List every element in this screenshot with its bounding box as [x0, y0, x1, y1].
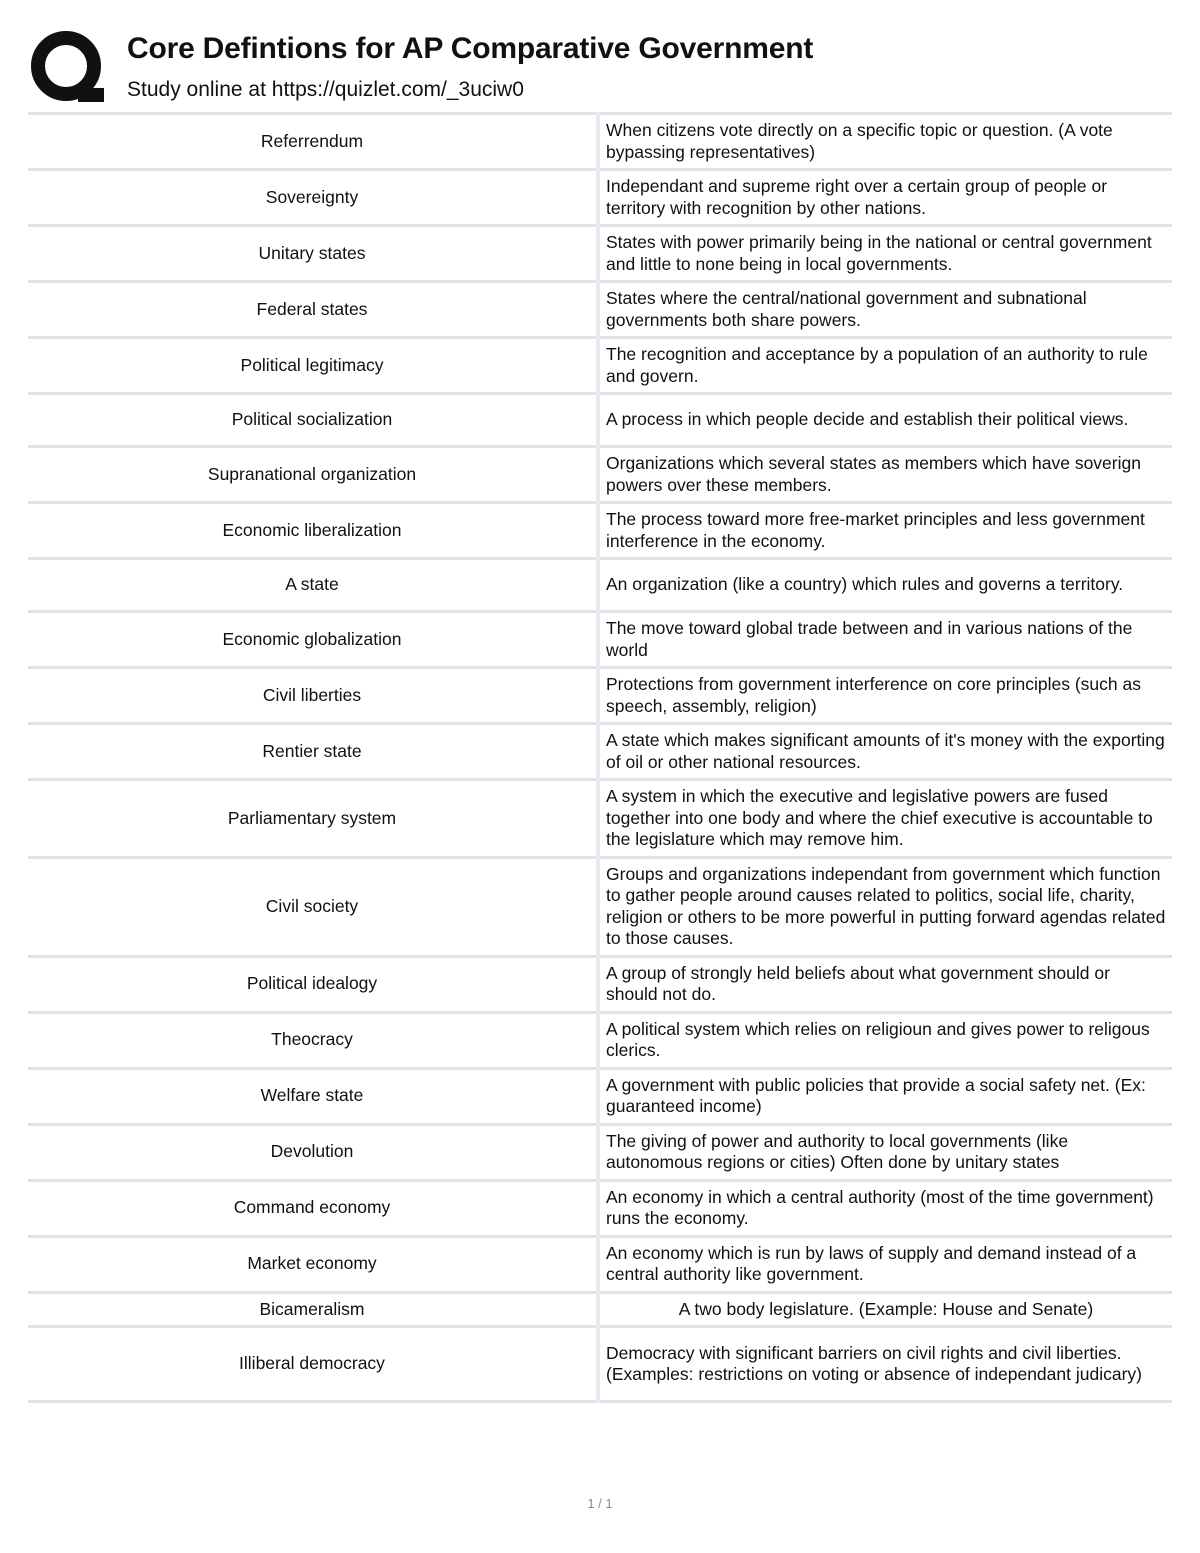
definition-cell: Protections from government interference on core principles (such as speech, assembly, religion)	[598, 668, 1172, 724]
definition-cell: When citizens vote directly on a specific topic or question. (A vote bypassing representatives)	[598, 114, 1172, 170]
term-cell: Devolution	[28, 1124, 598, 1180]
term-cell: Political idealogy	[28, 956, 598, 1012]
page-header	[0, 0, 1200, 112]
definition-cell: Independant and supreme right over a certain group of people or territory with recognition by other nations.	[598, 170, 1172, 226]
table-row	[28, 1180, 1172, 1236]
table-row	[28, 780, 1172, 858]
definition-cell: A system in which the executive and legislative powers are fused together into one body and where the chief executive is accountable to the legislature which may remove him.	[598, 780, 1172, 858]
term-cell: Welfare state	[28, 1068, 598, 1124]
definition-cell: States where the central/national government and subnational governments both share powers.	[598, 282, 1172, 338]
term-cell: Rentier state	[28, 724, 598, 780]
term-cell: Parliamentary system	[28, 780, 598, 858]
term-cell: Sovereignty	[28, 170, 598, 226]
term-cell: Referrendum	[28, 114, 598, 170]
term-cell: Market economy	[28, 1236, 598, 1292]
table-row	[28, 226, 1172, 282]
definition-cell: A government with public policies that provide a social safety net. (Ex: guaranteed income)	[598, 1068, 1172, 1124]
quizlet-logo-icon	[30, 30, 106, 106]
table-row	[28, 1292, 1172, 1327]
table-row	[28, 338, 1172, 394]
definition-cell: A group of strongly held beliefs about what government should or should not do.	[598, 956, 1172, 1012]
table-row	[28, 1012, 1172, 1068]
table-row	[28, 857, 1172, 956]
table-row	[28, 612, 1172, 668]
term-cell: Civil liberties	[28, 668, 598, 724]
table-row	[28, 1124, 1172, 1180]
term-cell: Economic liberalization	[28, 503, 598, 559]
definition-cell: A process in which people decide and establish their political views.	[598, 394, 1172, 447]
term-cell: Supranational organization	[28, 447, 598, 503]
table-row	[28, 724, 1172, 780]
definition-cell: The process toward more free-market principles and less government interference in the economy.	[598, 503, 1172, 559]
table-row	[28, 668, 1172, 724]
definition-cell: The move toward global trade between and in various nations of the world	[598, 612, 1172, 668]
definition-cell: The recognition and acceptance by a population of an authority to rule and govern.	[598, 338, 1172, 394]
definition-cell: An organization (like a country) which rules and governs a territory.	[598, 559, 1172, 612]
term-cell: Theocracy	[28, 1012, 598, 1068]
table-row	[28, 282, 1172, 338]
term-cell: A state	[28, 559, 598, 612]
terms-table	[28, 112, 1172, 1403]
term-cell: Illiberal democracy	[28, 1327, 598, 1402]
definition-cell: The giving of power and authority to local governments (like autonomous regions or cities) Often done by unitary states	[598, 1124, 1172, 1180]
definition-cell: Organizations which several states as members which have soverign powers over these members.	[598, 447, 1172, 503]
page-title: Core Defintions for AP Comparative Government	[127, 32, 814, 65]
page-indicator: 1 / 1	[587, 1496, 613, 1511]
term-cell: Bicameralism	[28, 1292, 598, 1327]
definition-cell: Groups and organizations independant from government which function to gather people around causes related to politics, social life, charity, religion or others to be more powerful in putting forward agendas related to those causes.	[598, 857, 1172, 956]
definition-cell: States with power primarily being in the national or central government and little to none being in local governments.	[598, 226, 1172, 282]
table-row	[28, 1068, 1172, 1124]
definition-cell: An economy in which a central authority (most of the time government) runs the economy.	[598, 1180, 1172, 1236]
term-cell: Political legitimacy	[28, 338, 598, 394]
table-row	[28, 956, 1172, 1012]
definition-cell: Democracy with significant barriers on civil rights and civil liberties. (Examples: restrictions on voting or absence of independant judicary)	[598, 1327, 1172, 1402]
table-row	[28, 1236, 1172, 1292]
term-cell: Command economy	[28, 1180, 598, 1236]
definition-cell: An economy which is run by laws of supply and demand instead of a central authority like government.	[598, 1236, 1172, 1292]
term-cell: Federal states	[28, 282, 598, 338]
definition-cell: A state which makes significant amounts of it's money with the exporting of oil or other national resources.	[598, 724, 1172, 780]
term-cell: Civil society	[28, 857, 598, 956]
definition-cell: A political system which relies on religioun and gives power to religous clerics.	[598, 1012, 1172, 1068]
term-cell: Unitary states	[28, 226, 598, 282]
table-row	[28, 114, 1172, 170]
table-row	[28, 394, 1172, 447]
term-cell: Political socialization	[28, 394, 598, 447]
table-row	[28, 559, 1172, 612]
table-row	[28, 447, 1172, 503]
table-row	[28, 503, 1172, 559]
table-row	[28, 170, 1172, 226]
term-cell: Economic globalization	[28, 612, 598, 668]
definition-cell: A two body legislature. (Example: House and Senate)	[598, 1292, 1172, 1327]
study-link-text: Study online at https://quizlet.com/_3uciw0	[127, 78, 524, 101]
table-row	[28, 1327, 1172, 1402]
